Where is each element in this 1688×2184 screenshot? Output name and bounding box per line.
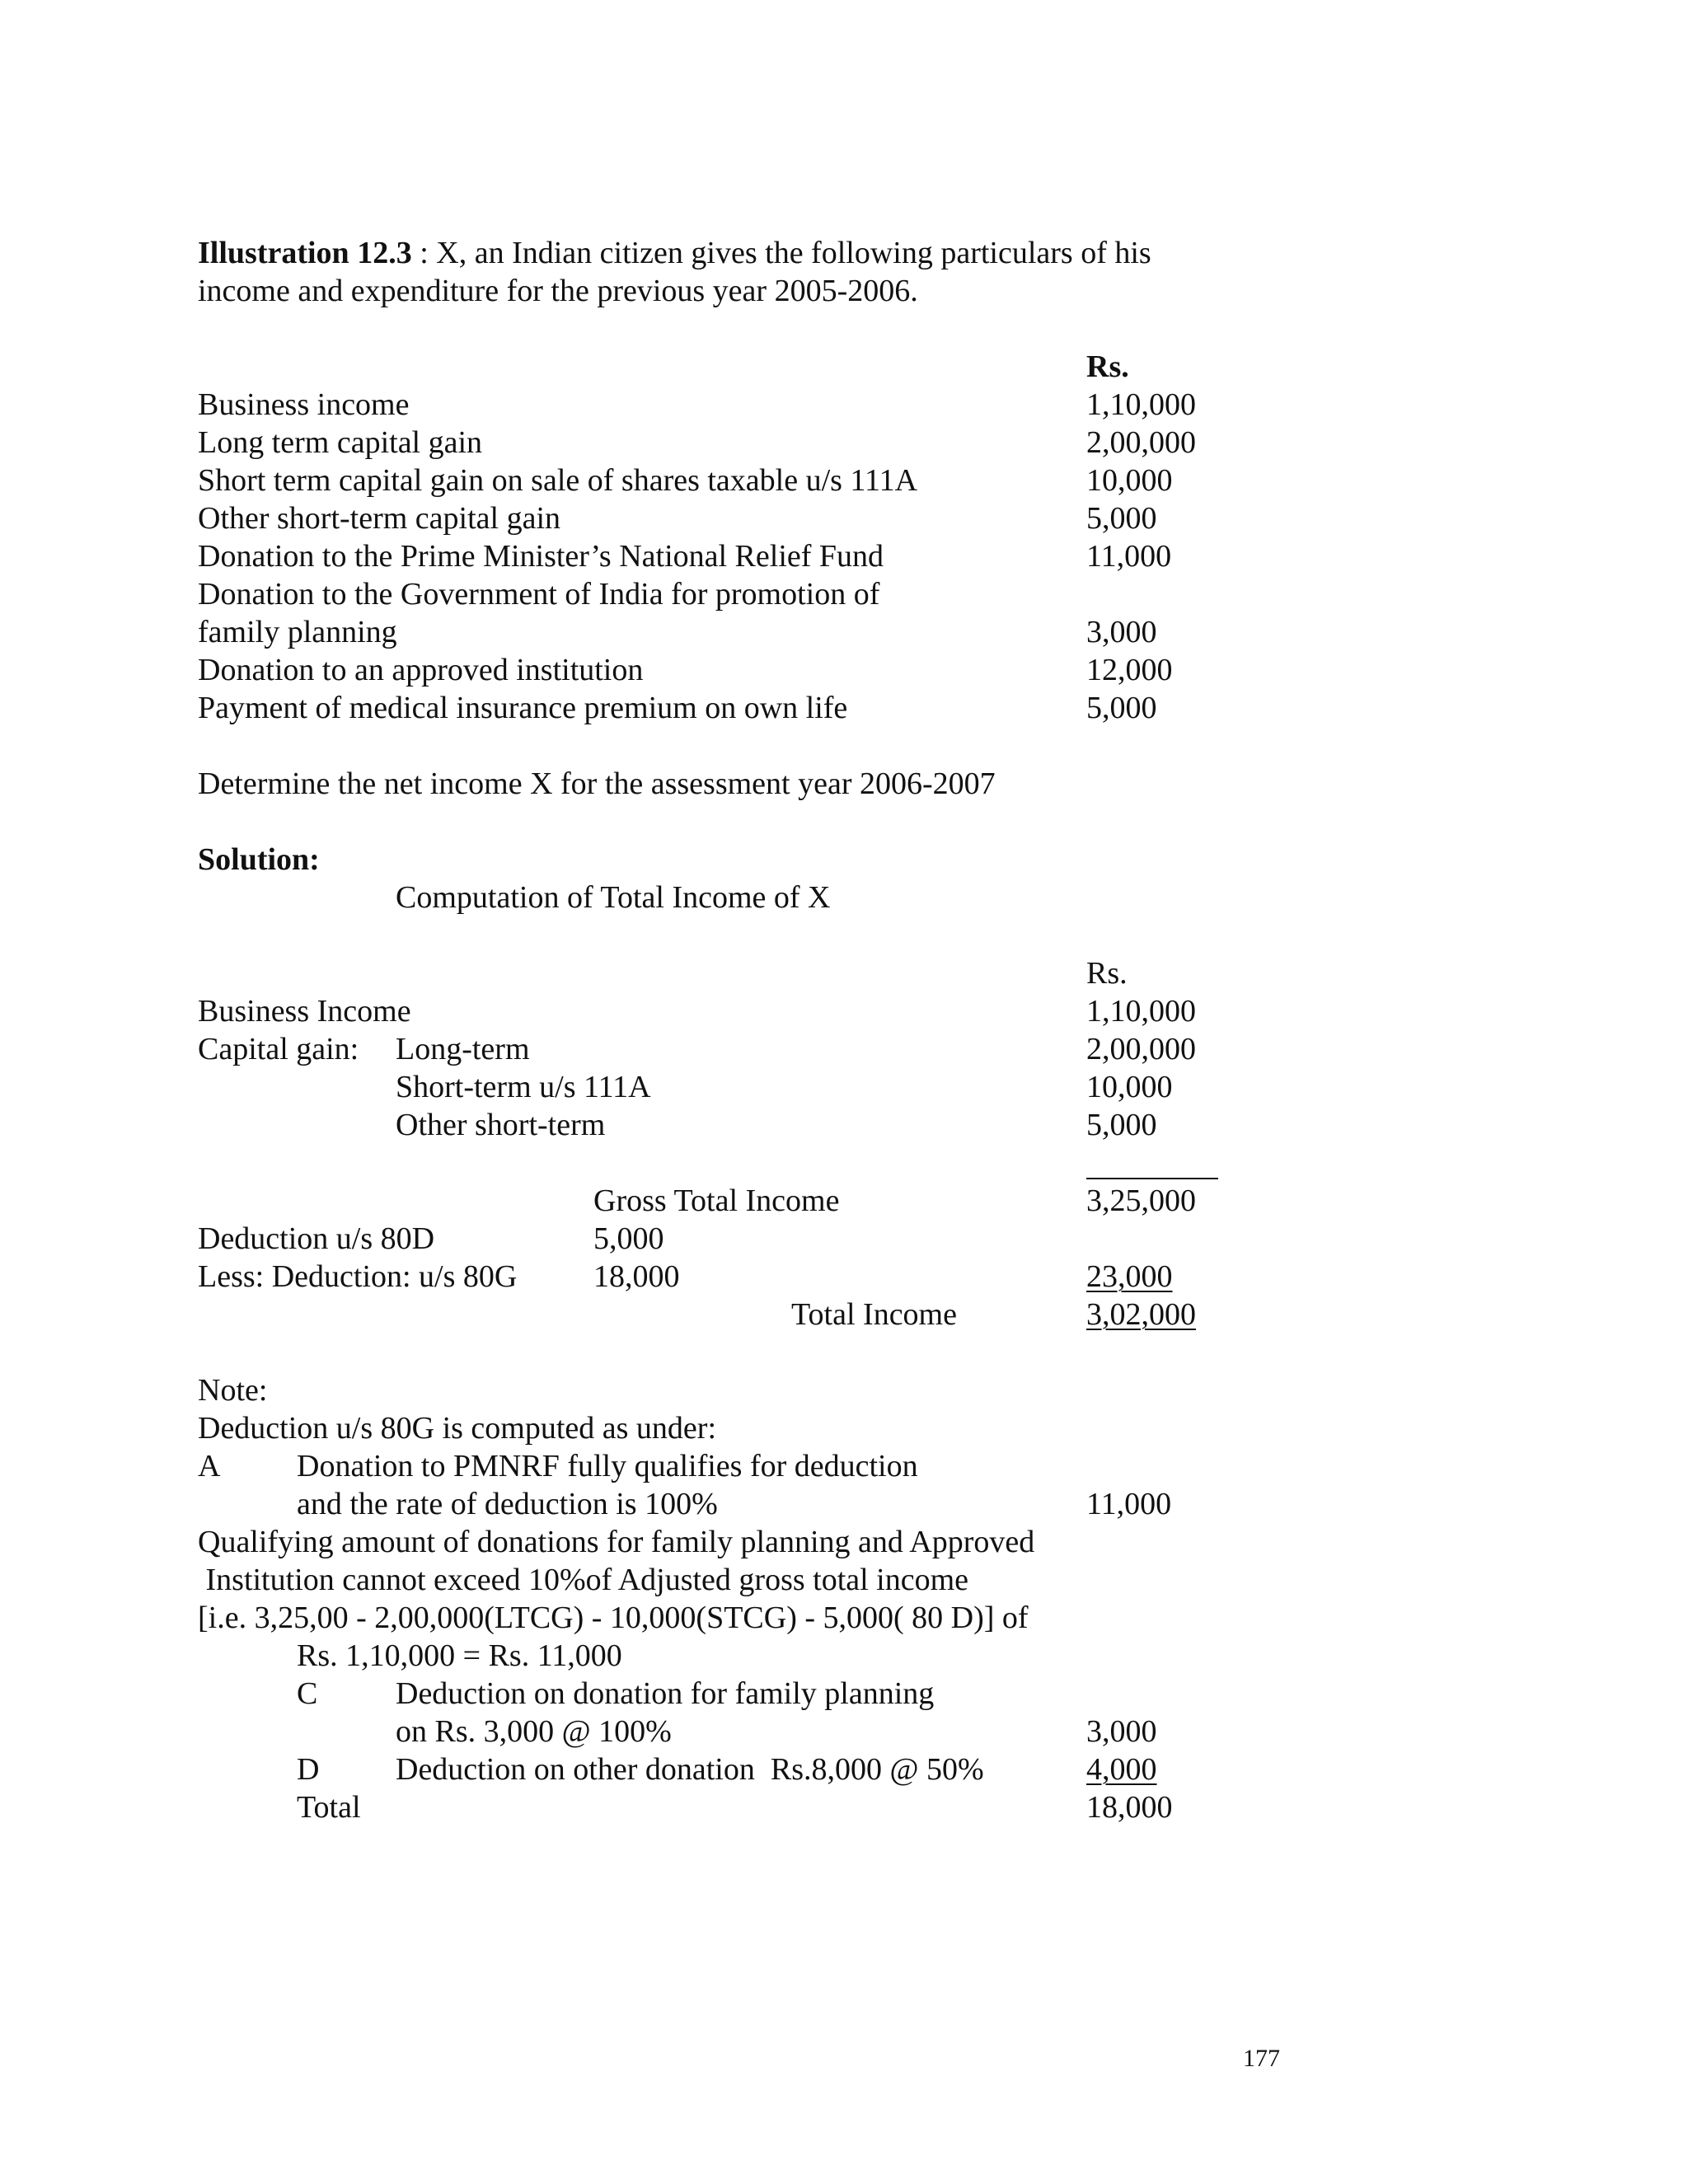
note-item-c-line-1: Deduction on donation for family planning	[396, 1676, 935, 1711]
note-total-amount: 18,000	[1086, 1790, 1173, 1825]
capital-gain-item-amount: 2,00,000	[1086, 1032, 1196, 1066]
gross-total-income-label: Gross Total Income	[593, 1183, 840, 1218]
particulars-label: Donation to the Government of India for promotion of	[198, 577, 880, 612]
total-income-amount: 3,02,000	[1086, 1297, 1196, 1332]
particulars-amount: 12,000	[1086, 653, 1173, 687]
particulars-amount: 5,000	[1086, 691, 1157, 725]
illustration-label: Illustration 12.3	[198, 236, 412, 270]
total-deductions-amount: 23,000	[1086, 1259, 1173, 1294]
note-item-d-amount: 4,000	[1086, 1752, 1157, 1787]
note-item-a-marker: A	[198, 1449, 221, 1483]
deduction-80d-label: Deduction u/s 80D	[198, 1221, 435, 1256]
page-number: 177	[1243, 2045, 1280, 2072]
particulars-amount: 10,000	[1086, 463, 1173, 498]
gross-total-income-amount: 3,25,000	[1086, 1183, 1196, 1218]
note-item-c-amount: 3,000	[1086, 1714, 1157, 1749]
note-intro: Deduction u/s 80G is computed as under:	[198, 1411, 717, 1446]
deduction-80g-label: Less: Deduction: u/s 80G	[198, 1259, 518, 1294]
note-item-a-line-2: and the rate of deduction is 100%	[297, 1487, 718, 1521]
note-qualifying-line-2: Institution cannot exceed 10%of Adjusted gross total income	[198, 1563, 969, 1597]
illustration-line-1	[198, 234, 1151, 272]
particulars-label: Payment of medical insurance premium on own life	[198, 691, 848, 725]
particulars-label: Short term capital gain on sale of shares taxable u/s 111A	[198, 463, 918, 498]
particulars-amount: 1,10,000	[1086, 387, 1196, 422]
note-item-c-marker: C	[297, 1676, 318, 1711]
note-item-c-line-2: on Rs. 3,000 @ 100%	[396, 1714, 672, 1749]
solution-currency-header: Rs.	[1086, 956, 1128, 991]
capital-gain-item-amount: 5,000	[1086, 1108, 1157, 1142]
particulars-currency-header: Rs.	[1086, 349, 1129, 384]
note-item-d-marker: D	[297, 1752, 320, 1787]
deduction-80d-amount: 5,000	[593, 1221, 664, 1256]
particulars-label: Long term capital gain	[198, 425, 483, 460]
particulars-label: Donation to the Prime Minister’s National Relief Fund	[198, 539, 884, 574]
note-item-a-amount: 11,000	[1086, 1487, 1172, 1521]
business-income-amount: 1,10,000	[1086, 994, 1196, 1029]
note-qualifying-line-4: Rs. 1,10,000 = Rs. 11,000	[297, 1638, 622, 1673]
capital-gain-label: Capital gain:	[198, 1032, 359, 1066]
note-item-a-line-1: Donation to PMNRF fully qualifies for deduction	[297, 1449, 918, 1483]
business-income-label: Business Income	[198, 994, 411, 1029]
capital-gain-item-amount: 10,000	[1086, 1070, 1173, 1104]
particulars-amount: 2,00,000	[1086, 425, 1196, 460]
particulars-amount: 5,000	[1086, 501, 1157, 536]
total-income-label: Total Income	[791, 1297, 957, 1332]
particulars-label: Business income	[198, 387, 410, 422]
subtotal-rule	[1086, 1178, 1218, 1179]
particulars-label: Other short-term capital gain	[198, 501, 561, 536]
particulars-label: Donation to an approved institution	[198, 653, 644, 687]
note-qualifying-line-3: [i.e. 3,25,00 - 2,00,000(LTCG) - 10,000(STCG) - 5,000( 80 D)] of	[198, 1601, 1029, 1635]
particulars-label: family planning	[198, 615, 397, 649]
illustration-intro: : X, an Indian citizen gives the following particulars of his	[411, 236, 1151, 270]
note-heading: Note:	[198, 1373, 268, 1408]
capital-gain-item-label: Long-term	[396, 1032, 530, 1066]
note-item-d-line-1: Deduction on other donation Rs.8,000 @ 50%	[396, 1752, 984, 1787]
note-qualifying-line-1: Qualifying amount of donations for family planning and Approved	[198, 1525, 1035, 1559]
solution-title: Computation of Total Income of X	[396, 880, 831, 915]
particulars-amount: 11,000	[1086, 539, 1172, 574]
question-text: Determine the net income X for the assessment year 2006-2007	[198, 766, 996, 801]
capital-gain-item-label: Short-term u/s 111A	[396, 1070, 651, 1104]
illustration-line-2: income and expenditure for the previous year 2005-2006.	[198, 274, 918, 308]
capital-gain-item-label: Other short-term	[396, 1108, 606, 1142]
solution-heading: Solution:	[198, 842, 320, 877]
particulars-amount: 3,000	[1086, 615, 1157, 649]
deduction-80g-amount: 18,000	[593, 1259, 680, 1294]
note-total-label: Total	[297, 1790, 361, 1825]
